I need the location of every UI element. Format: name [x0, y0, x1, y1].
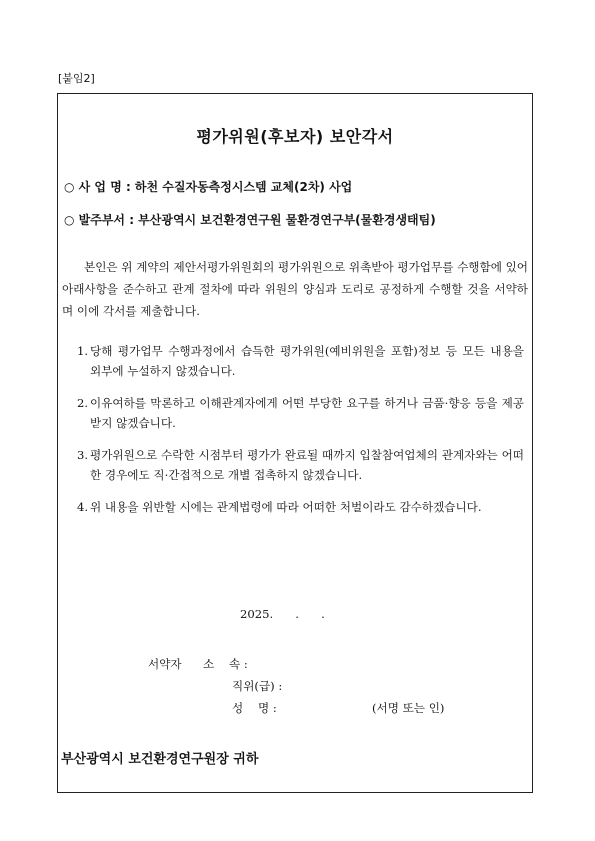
- addressee-line: 부산광역시 보건환경연구원장 귀하: [61, 752, 259, 767]
- pledge-item-number: 1.: [77, 344, 89, 358]
- pledge-items: [78, 341, 524, 529]
- pledge-item-text: 당해 평가업무 수행과정에서 습득한 평가위원(예비위원을 포함)정보 등 모든 내용을 외부에 누설하지 않겠습니다.: [90, 344, 524, 378]
- document-title: 평가위원(후보자) 보안각서: [196, 127, 394, 146]
- project-name-line: ○ 사 업 명 : 하천 수질자동측정시스템 교체(2차) 사업: [64, 180, 353, 194]
- signature-hint: (서명 또는 인): [372, 701, 445, 715]
- pledge-item-number: 4.: [77, 500, 89, 514]
- pledge-item-text: 이유여하를 막론하고 이해관계자에게 어떤 부당한 요구를 하거나 금품·향응 등을 제공받지 않겠습니다.: [90, 396, 524, 430]
- affiliation-label: 소 속 :: [203, 657, 248, 671]
- pledge-item-number: 2.: [77, 396, 89, 410]
- pledge-document: [57, 93, 533, 793]
- date-line: 2025. . .: [240, 607, 325, 621]
- name-label: 성 명 :: [232, 701, 277, 715]
- pledge-item: [78, 393, 524, 433]
- position-label: 직위(급) :: [232, 679, 283, 693]
- pledge-item-text: 평가위원으로 수락한 시점부터 평가가 완료될 때까지 입찰참여업체의 관계자와는 어떠한 경우에도 직·간접적으로 개별 접촉하지 않겠습니다.: [90, 448, 524, 482]
- pledge-item-text: 위 내용을 위반할 시에는 관계법령에 따라 어떠한 처벌이라도 감수하겠습니다.: [90, 500, 482, 514]
- pledge-item: [78, 341, 524, 381]
- ordering-department-line: ○ 발주부서 : 부산광역시 보건환경연구원 물환경연구부(물환경생태팀): [64, 213, 436, 227]
- pledge-item: [78, 497, 524, 517]
- pledge-paragraph-text: 본인은 위 계약의 제안서평가위원회의 평가위원으로 위촉받아 평가업무를 수행함에 있어 아래사항을 준수하고 관계 절차에 따라 위원의 양심과 도리로 공정하게 수행할 것을 서약하며 이에 각서를 제출합니다.: [62, 260, 528, 318]
- signer-label: 서약자: [148, 657, 182, 671]
- pledge-item: [78, 445, 524, 485]
- attachment-label: [붙임2]: [58, 72, 95, 85]
- pledge-item-number: 3.: [77, 448, 89, 462]
- pledge-paragraph: [62, 256, 528, 322]
